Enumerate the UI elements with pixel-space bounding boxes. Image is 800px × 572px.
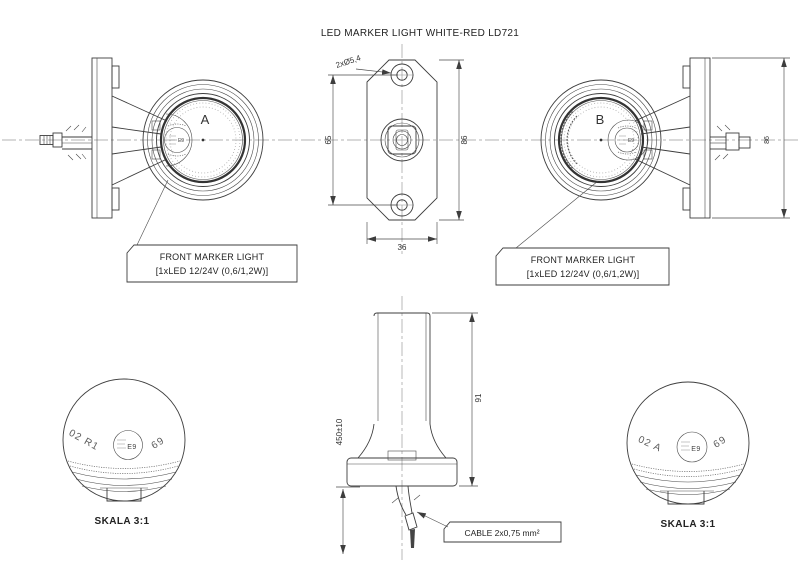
sphere-right-marking-right: 69 — [711, 434, 729, 451]
dim-lamp-b-height — [712, 58, 790, 218]
dim-plate-width-text: 36 — [397, 243, 407, 252]
sphere-left-ribs — [68, 461, 180, 492]
sphere-right-scale-label: SKALA 3:1 — [660, 519, 716, 530]
lamp-a-emark-text: E9 — [177, 138, 185, 144]
sphere-left-marking-center: E9 — [127, 444, 137, 451]
dim-mount-height-text: 91 — [474, 393, 483, 403]
sphere-right-tab — [660, 491, 714, 504]
lamp-a-label: A — [200, 112, 210, 127]
lamp-b-label: B — [595, 112, 605, 127]
sphere-right-marking-center: E9 — [691, 446, 701, 453]
dim-mount-height — [432, 313, 483, 486]
cable-callout — [444, 522, 561, 542]
sphere-left-scale-label: SKALA 3:1 — [94, 516, 150, 527]
dim-cable-length-text: 450±10 — [335, 418, 344, 446]
view-lamp-a — [40, 58, 297, 282]
sphere-right-ribs — [632, 464, 744, 495]
cable-callout-leader — [417, 512, 448, 527]
dim-hole-diameter-text: 2xØ5,4 — [334, 53, 362, 70]
lamp-a-center-dot — [202, 139, 205, 142]
sphere-left-markings — [67, 428, 167, 460]
lamp-a-body — [143, 80, 263, 200]
lamp-a-connector — [40, 125, 92, 160]
sphere-right-marking-left: 02 A — [636, 434, 664, 455]
sphere-left-tab — [100, 488, 148, 501]
lamp-a-callout-leader — [137, 180, 168, 245]
lamp-b-center-dot — [600, 139, 603, 142]
cable-terminal — [410, 529, 415, 548]
lamp-b-body — [541, 80, 661, 200]
dim-hole-spacing-text: 65 — [324, 135, 333, 145]
lamp-a-callout-line1: FRONT MARKER LIGHT — [159, 252, 265, 262]
view-front-plate — [324, 53, 469, 252]
cable-callout-text: CABLE 2x0,75 mm² — [464, 528, 540, 538]
sphere-right-markings — [636, 432, 729, 462]
view-side-mount — [335, 313, 561, 554]
lamp-b-callout-leader — [516, 181, 598, 248]
dim-plate-height-text: 86 — [460, 135, 469, 145]
sphere-left-marking-right: 69 — [149, 435, 167, 452]
detail-sphere-right — [627, 382, 749, 530]
lamp-a-arm — [112, 96, 167, 185]
lamp-b-bracket — [683, 58, 710, 218]
sphere-left-marking-left: 02 R1 — [66, 427, 101, 454]
centerlines — [2, 44, 798, 560]
lamp-b-callout-line1: FRONT MARKER LIGHT — [530, 255, 636, 265]
view-lamp-b — [496, 58, 790, 285]
dim-hole-diameter — [335, 53, 391, 73]
lamp-a-bracket — [92, 58, 119, 218]
detail-sphere-left — [63, 379, 185, 527]
lamp-a-callout-line2: [1xLED 12/24V (0,6/1,2W)] — [155, 266, 269, 276]
dim-lamp-b-height-text: 86 — [764, 136, 771, 144]
drawing-title: LED MARKER LIGHT WHITE-RED LD721 — [320, 28, 520, 39]
lamp-b-connector — [710, 125, 750, 160]
lamp-b-callout — [496, 248, 669, 285]
lamp-b-emark-text: E9 — [627, 138, 635, 144]
lamp-b-callout-line2: [1xLED 12/24V (0,6/1,2W)] — [526, 269, 640, 279]
lamp-a-callout — [127, 245, 297, 282]
cable — [392, 486, 420, 548]
